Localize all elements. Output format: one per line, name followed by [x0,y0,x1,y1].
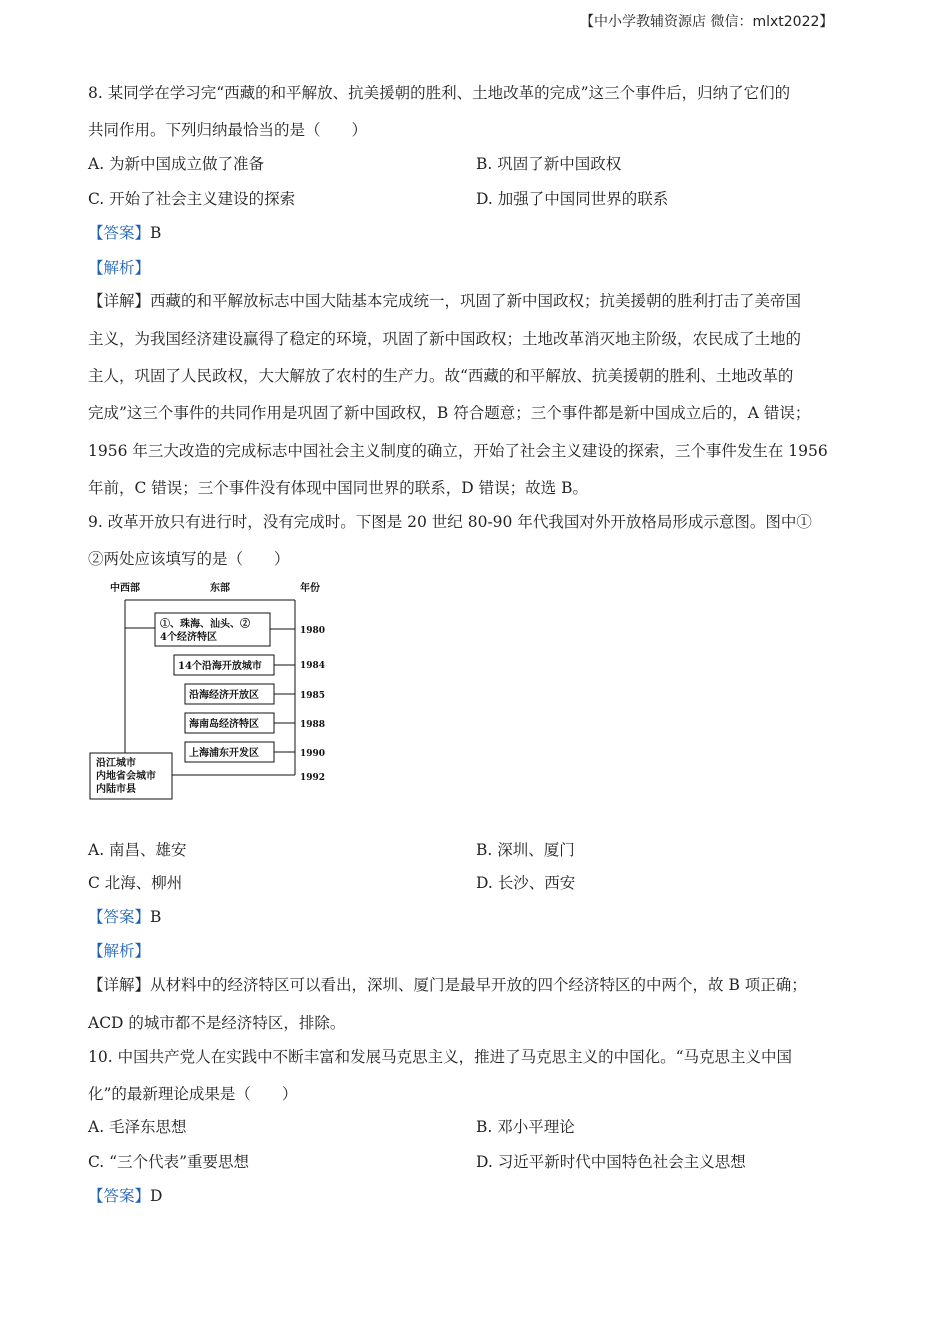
q9-stem-line2: ②两处应该填写的是（ ） [88,550,290,568]
q8-option-d: D. 加强了中国同世界的联系 [476,190,669,208]
q8-detail-text: 西藏的和平解放标志中国大陆基本完成统一，巩固了新中国政权；抗美援朝的胜利打击了美帝国 [150,292,802,310]
q9-option-a: A. 南昌、雄安 [88,841,187,859]
year-1985: 1985 [300,691,326,701]
q8-analysis-label: 【解析】 [88,259,151,277]
q8-detail-line2: 主义，为我国经济建设赢得了稳定的环境，巩固了新中国政权；土地改革消灭地主阶级，农民成了土地的 [88,330,802,348]
q8-detail-line6: 年前，C 错误；三个事件没有体现中国同世界的联系，D 错误；故选 B。 [88,479,588,497]
col-year-label: 年份 [300,583,320,594]
year-1988: 1988 [300,720,326,730]
q9-stem-line1: 9. 改革开放只有进行时，没有完成时。下图是 20 世纪 80-90 年代我国对外开放格局形成示意图。图中① [88,513,812,531]
q8-option-b: B. 巩固了新中国政权 [476,155,622,173]
inland-line3: 内陆市县 [96,784,136,795]
box-coastal-zones: 沿海经济开放区 [189,690,259,701]
q9-detail-text: 从材料中的经济特区可以看出，深圳、厦门是最早开放的四个经济特区的中两个，故 B 项正确； [150,976,807,994]
col-east-label: 东部 [210,583,230,594]
q9-answer-value: B [150,908,162,926]
q9-detail-line1 [88,973,807,995]
box-pudong: 上海浦东开发区 [189,748,259,759]
q9-option-d: D. 长沙、西安 [476,874,576,892]
q9-answer [88,905,161,927]
q10-option-d: D. 习近平新时代中国特色社会主义思想 [476,1153,746,1171]
q9-option-b: B. 深圳、厦门 [476,841,575,859]
page-header: 【中小学教辅资源店 微信：mlxt2022】 [580,14,834,30]
box-sez-line2: 4个经济特区 [160,632,217,643]
answer-label: 【答案】 [88,908,151,926]
q10-answer [88,1184,162,1206]
inland-line2: 内地省会城市 [96,771,156,782]
year-1980: 1980 [300,626,326,636]
q8-detail-line1 [88,289,801,311]
year-1984: 1984 [300,661,326,671]
q10-option-b: B. 邓小平理论 [476,1118,575,1136]
q10-stem-line2: 化”的最新理论成果是（ ） [88,1085,298,1103]
answer-label: 【答案】 [88,1187,151,1205]
inland-line1: 沿江城市 [96,758,136,769]
q8-option-c: C. 开始了社会主义建设的探索 [88,190,296,208]
q8-stem-line1: 8. 某同学在学习完“西藏的和平解放、抗美援朝的胜利、土地改革的完成”这三个事件后，归纳了它们的 [88,84,791,102]
q8-answer [88,221,161,243]
detail-label: 【详解】 [88,292,151,310]
q8-detail-line3: 主人，巩固了人民政权，大大解放了农村的生产力。故“西藏的和平解放、抗美援朝的胜利、土地改革的 [88,367,794,385]
box-coastal-cities: 14个沿海开放城市 [178,661,262,672]
q8-stem-line2: 共同作用。下列归纳最恰当的是（ ） [88,121,368,139]
q10-option-c: C. “三个代表”重要思想 [88,1153,250,1171]
q9-detail-line2: ACD 的城市都不是经济特区，排除。 [88,1014,346,1032]
box-hainan: 海南岛经济特区 [189,719,259,730]
box-sez-line1: ①、珠海、汕头、② [160,619,250,630]
year-1990: 1990 [300,749,326,759]
detail-label: 【详解】 [88,976,151,994]
year-1992: 1992 [300,773,326,783]
opening-up-diagram [88,575,348,805]
q8-detail-line5: 1956 年三大改造的完成标志中国社会主义制度的确立，开始了社会主义建设的探索，三个事件发生在 1956 [88,442,828,460]
q10-stem-line1: 10. 中国共产党人在实践中不断丰富和发展马克思主义，推进了马克思主义的中国化。“马克思主义中国 [88,1048,793,1066]
col-west-label: 中西部 [110,583,140,594]
answer-label: 【答案】 [88,224,151,242]
q9-analysis-label: 【解析】 [88,942,151,960]
q8-detail-line4: 完成”这三个事件的共同作用是巩固了新中国政权，B 符合题意；三个事件都是新中国成立后的，A 错误； [88,404,811,422]
q10-answer-value: D [150,1187,163,1205]
q10-option-a: A. 毛泽东思想 [88,1118,187,1136]
q8-option-a: A. 为新中国成立做了准备 [88,155,265,173]
q9-option-c: C 北海、柳州 [88,874,183,892]
q8-answer-value: B [150,224,162,242]
